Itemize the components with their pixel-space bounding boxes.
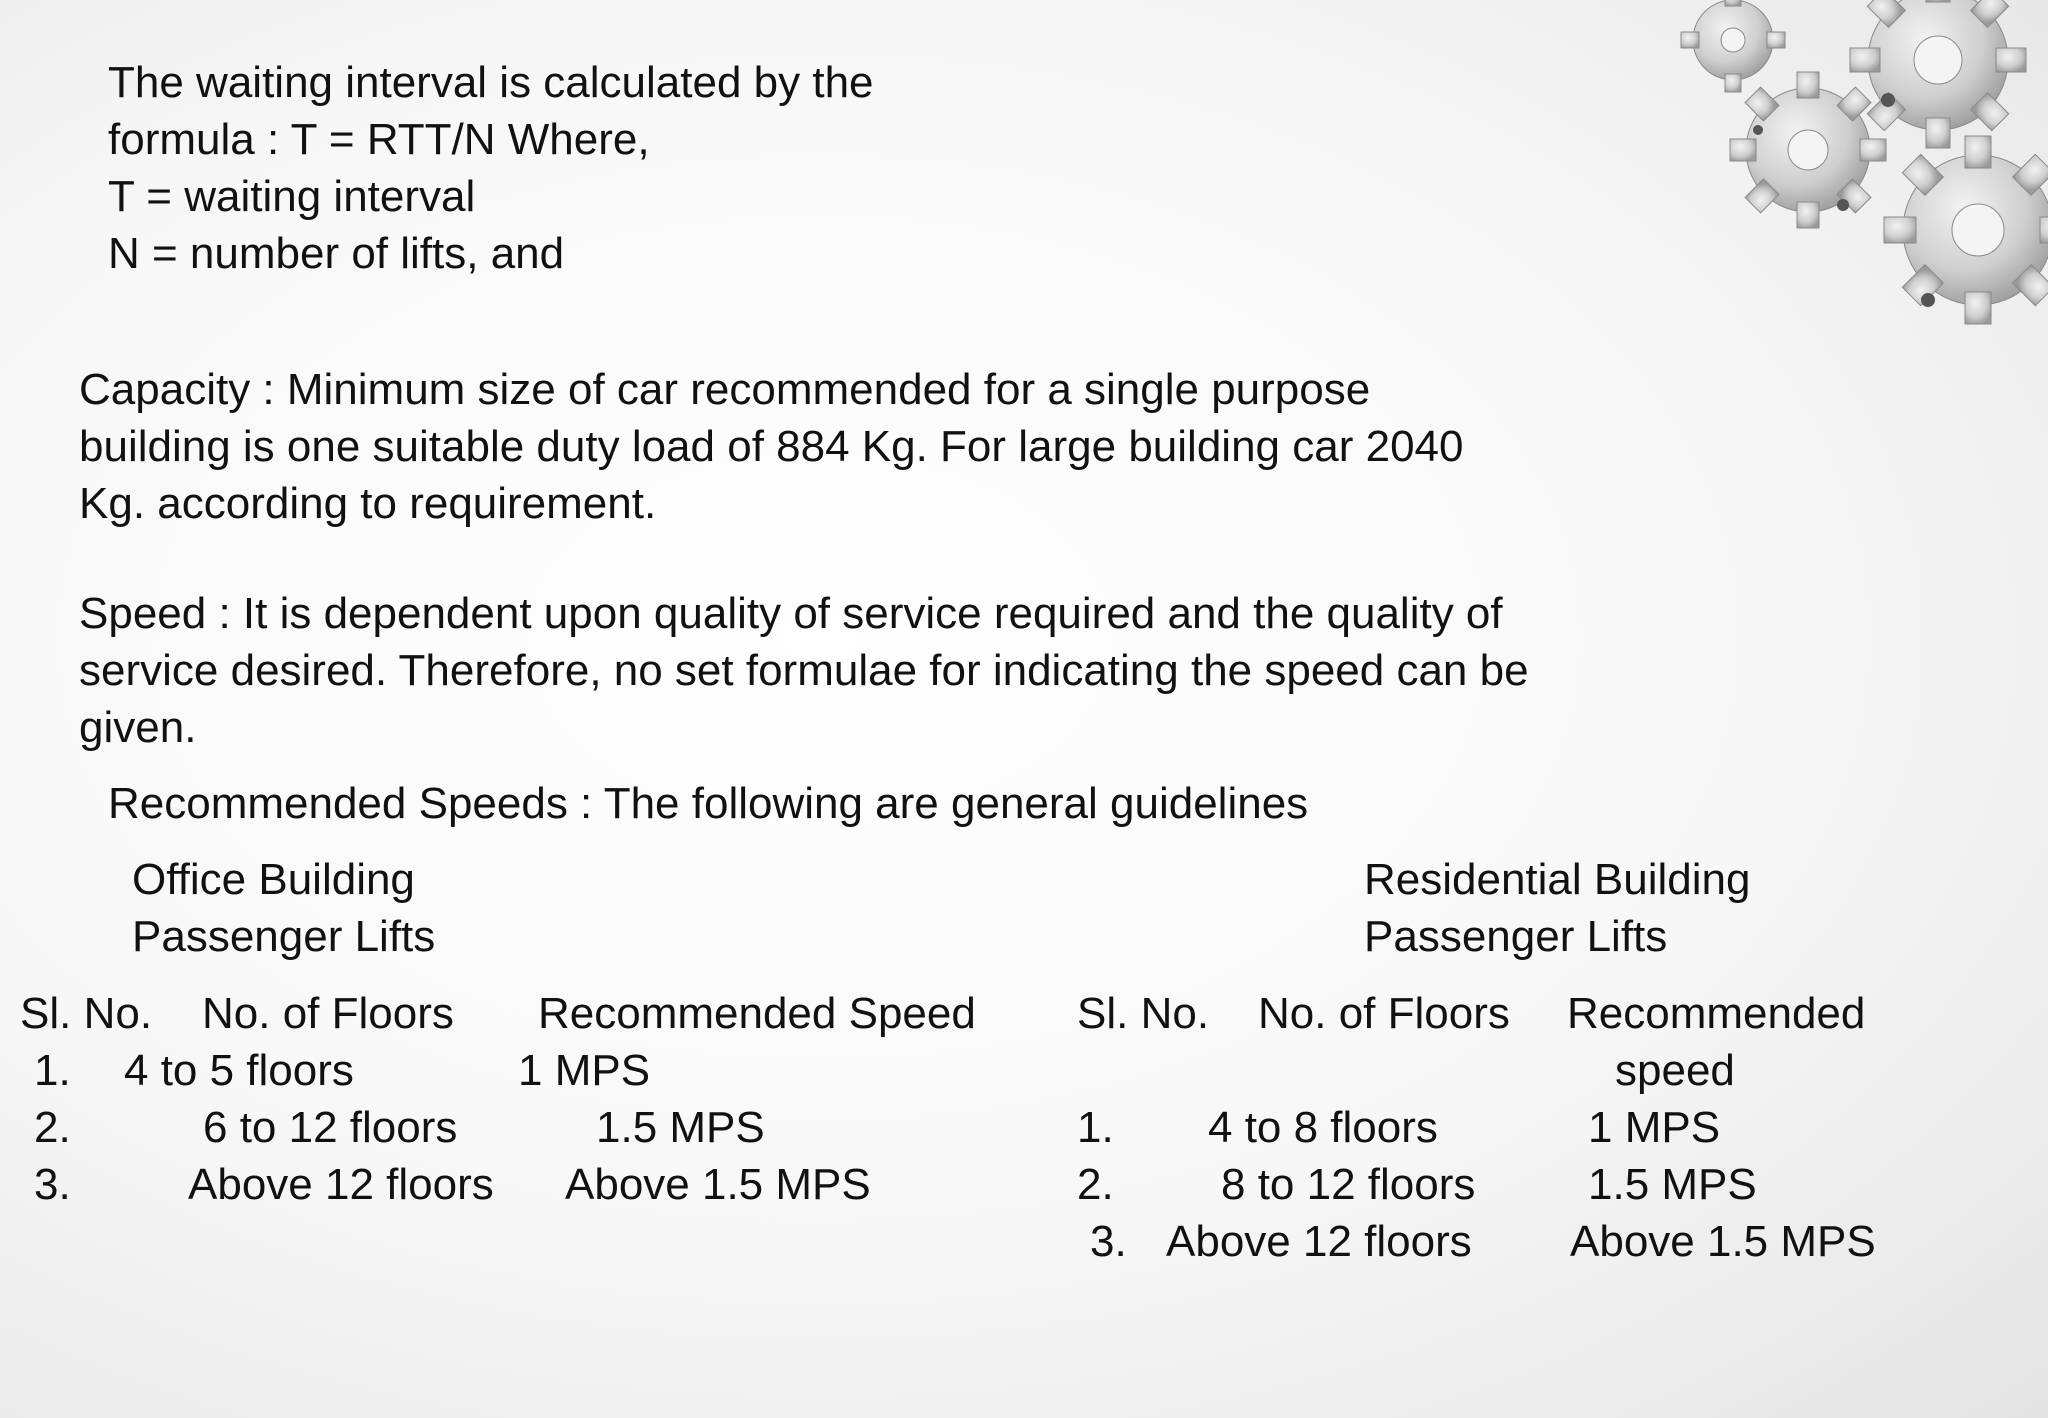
capacity-line-1: Capacity : Minimum size of car recommended for a single purpose bbox=[79, 365, 1371, 414]
capacity-line-2: building is one suitable duty load of 884 Kg. For large building car 2040 bbox=[79, 422, 1464, 471]
residential-row-1-floors: 4 to 8 floors bbox=[1208, 1103, 1438, 1152]
residential-row-3-no: 3. bbox=[1090, 1217, 1127, 1266]
office-row-3-floors: Above 12 floors bbox=[188, 1160, 494, 1209]
residential-row-2-speed: 1.5 MPS bbox=[1588, 1160, 1757, 1209]
residential-header-speed-2: speed bbox=[1615, 1046, 1735, 1095]
office-row-1-no: 1. bbox=[34, 1046, 71, 1095]
capacity-line-3: Kg. according to requirement. bbox=[79, 479, 657, 528]
intro-line-2: formula : T = RTT/N Where, bbox=[108, 115, 650, 164]
residential-title-line-1: Residential Building bbox=[1364, 855, 1751, 904]
intro-line-1: The waiting interval is calculated by the bbox=[108, 58, 874, 107]
intro-line-3: T = waiting interval bbox=[108, 172, 476, 221]
recommended-heading: Recommended Speeds : The following are general guidelines bbox=[108, 779, 1309, 828]
office-row-1-speed: 1 MPS bbox=[518, 1046, 651, 1095]
residential-header-floors: No. of Floors bbox=[1258, 989, 1510, 1038]
office-row-3-no: 3. bbox=[34, 1160, 71, 1209]
office-row-2-floors: 6 to 12 floors bbox=[203, 1103, 458, 1152]
office-row-1-floors: 4 to 5 floors bbox=[124, 1046, 354, 1095]
residential-row-3-speed: Above 1.5 MPS bbox=[1570, 1217, 1876, 1266]
residential-row-1-speed: 1 MPS bbox=[1588, 1103, 1721, 1152]
residential-row-3-floors: Above 12 floors bbox=[1166, 1217, 1472, 1266]
residential-row-1-no: 1. bbox=[1077, 1103, 1114, 1152]
office-title-line-1: Office Building bbox=[132, 855, 415, 904]
office-row-2-no: 2. bbox=[34, 1103, 71, 1152]
intro-line-4: N = number of lifts, and bbox=[108, 229, 565, 278]
office-row-2-speed: 1.5 MPS bbox=[596, 1103, 765, 1152]
speed-line-1: Speed : It is dependent upon quality of service required and the quality of bbox=[79, 589, 1503, 638]
office-title-line-2: Passenger Lifts bbox=[132, 912, 436, 961]
office-header-sl-no: Sl. No. bbox=[20, 989, 153, 1038]
residential-header-speed-1: Recommended bbox=[1567, 989, 1866, 1038]
speed-line-2: service desired. Therefore, no set formulae for indicating the speed can be bbox=[79, 646, 1529, 695]
office-header-floors: No. of Floors bbox=[202, 989, 454, 1038]
office-row-3-speed: Above 1.5 MPS bbox=[565, 1160, 871, 1209]
residential-header-sl-no: Sl. No. bbox=[1077, 989, 1210, 1038]
residential-row-2-floors: 8 to 12 floors bbox=[1221, 1160, 1476, 1209]
residential-row-2-no: 2. bbox=[1077, 1160, 1114, 1209]
office-header-speed: Recommended Speed bbox=[538, 989, 976, 1038]
speed-line-3: given. bbox=[79, 703, 197, 752]
gears-icon bbox=[1638, 0, 2048, 400]
residential-title-line-2: Passenger Lifts bbox=[1364, 912, 1668, 961]
